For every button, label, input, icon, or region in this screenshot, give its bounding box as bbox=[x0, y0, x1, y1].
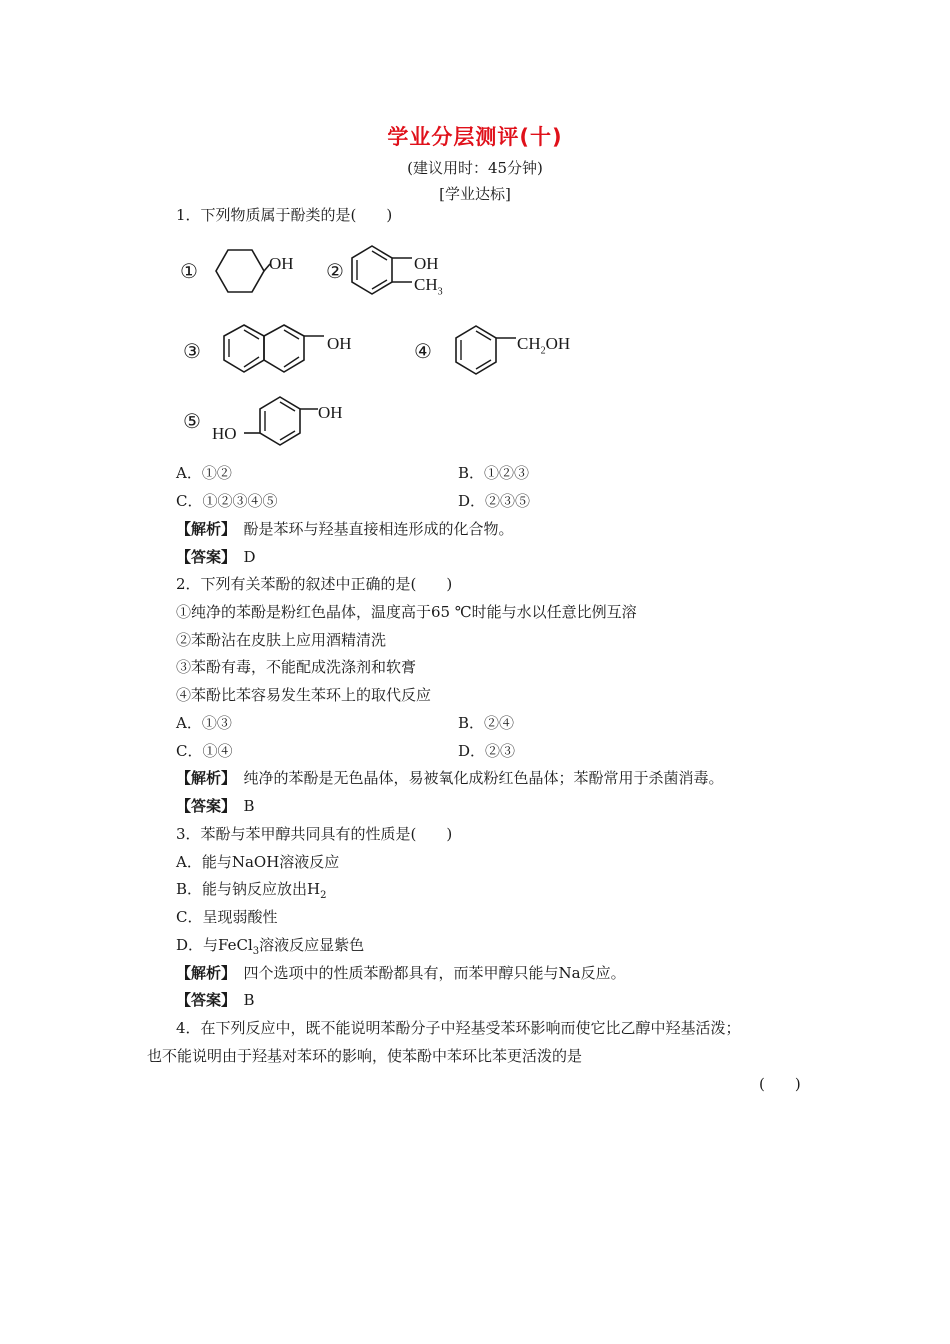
label-5: ⑤ bbox=[183, 409, 201, 433]
q3-option-c: C．呈现弱酸性 bbox=[176, 908, 278, 926]
q1-option-b: B．①②③ bbox=[458, 464, 530, 482]
section-label: [学业达标] bbox=[439, 185, 511, 203]
page-title: 学业分层测评(十) bbox=[387, 125, 563, 149]
q2-analysis: 【解析】 纯净的苯酚是无色晶体，易被氧化成粉红色晶体；苯酚常用于杀菌消毒。 bbox=[176, 769, 724, 787]
hydroquinone-structure bbox=[236, 392, 326, 462]
q2-item-3: ③苯酚有毒，不能配成洗涤剂和软膏 bbox=[176, 658, 417, 676]
label-2: ② bbox=[326, 259, 344, 283]
q1-answer: 【答案】 D bbox=[176, 548, 256, 566]
q2-item-1: ①纯净的苯酚是粉红色晶体，温度高于65 ℃时能与水以任意比例互溶 bbox=[176, 603, 637, 621]
q1-option-d: D．②③⑤ bbox=[458, 492, 531, 510]
q3-option-d: D．与FeCl$_3$溶液反应显紫色 bbox=[176, 936, 365, 957]
naphthol-structure bbox=[222, 318, 332, 388]
q2-option-a: A．①③ bbox=[176, 714, 232, 732]
q2-option-d: D．②③ bbox=[458, 742, 516, 760]
q2-item-2: ②苯酚沾在皮肤上应用酒精清洗 bbox=[176, 631, 387, 649]
q3-option-a: A．能与NaOH溶液反应 bbox=[176, 853, 340, 871]
q4-answer-blank: ( ) bbox=[759, 1075, 801, 1093]
s3-oh: OH bbox=[327, 334, 352, 353]
q2-option-c: C．①④ bbox=[176, 742, 233, 760]
q1-option-a: A．①② bbox=[176, 464, 232, 482]
q3-option-b: B．能与钠反应放出$H_2$ bbox=[176, 880, 327, 901]
q1-stem: 1．下列物质属于酚类的是( ) bbox=[176, 206, 393, 224]
time-note: (建议用时：45分钟) bbox=[407, 159, 543, 177]
label-1: ① bbox=[180, 259, 198, 283]
q2-answer: 【答案】 B bbox=[176, 797, 255, 815]
s2-oh: OH bbox=[414, 254, 439, 273]
q2-stem: 2．下列有关苯酚的叙述中正确的是( ) bbox=[176, 575, 453, 593]
s5-oh: OH bbox=[318, 403, 343, 422]
q4-stem-line2: 也不能说明由于羟基对苯环的影响，使苯酚中苯环比苯更活泼的是 bbox=[147, 1047, 583, 1065]
s2-ch3: $CH_3$ bbox=[414, 275, 443, 298]
label-4: ④ bbox=[414, 339, 432, 363]
q4-stem-line1: 4．在下列反应中，既不能说明苯酚分子中羟基受苯环影响而使它比乙醇中羟基活泼； bbox=[176, 1019, 741, 1037]
q2-item-4: ④苯酚比苯容易发生苯环上的取代反应 bbox=[176, 686, 432, 704]
q3-analysis: 【解析】 四个选项中的性质苯酚都具有，而苯甲醇只能与Na反应。 bbox=[176, 964, 626, 982]
q3-stem: 3．苯酚与苯甲醇共同具有的性质是( ) bbox=[176, 825, 453, 843]
s1-oh: OH bbox=[269, 254, 294, 273]
label-3: ③ bbox=[183, 339, 201, 363]
s4-ch2oh: $CH_2OH$ bbox=[517, 334, 571, 357]
benzyl-alcohol-structure bbox=[452, 318, 522, 388]
s5-ho: HO bbox=[212, 424, 237, 443]
q1-option-c: C．①②③④⑤ bbox=[176, 492, 278, 510]
q3-answer: 【答案】 B bbox=[176, 991, 255, 1009]
q2-option-b: B．②④ bbox=[458, 714, 515, 732]
q1-analysis: 【解析】 酚是苯环与羟基直接相连形成的化合物。 bbox=[176, 520, 514, 538]
